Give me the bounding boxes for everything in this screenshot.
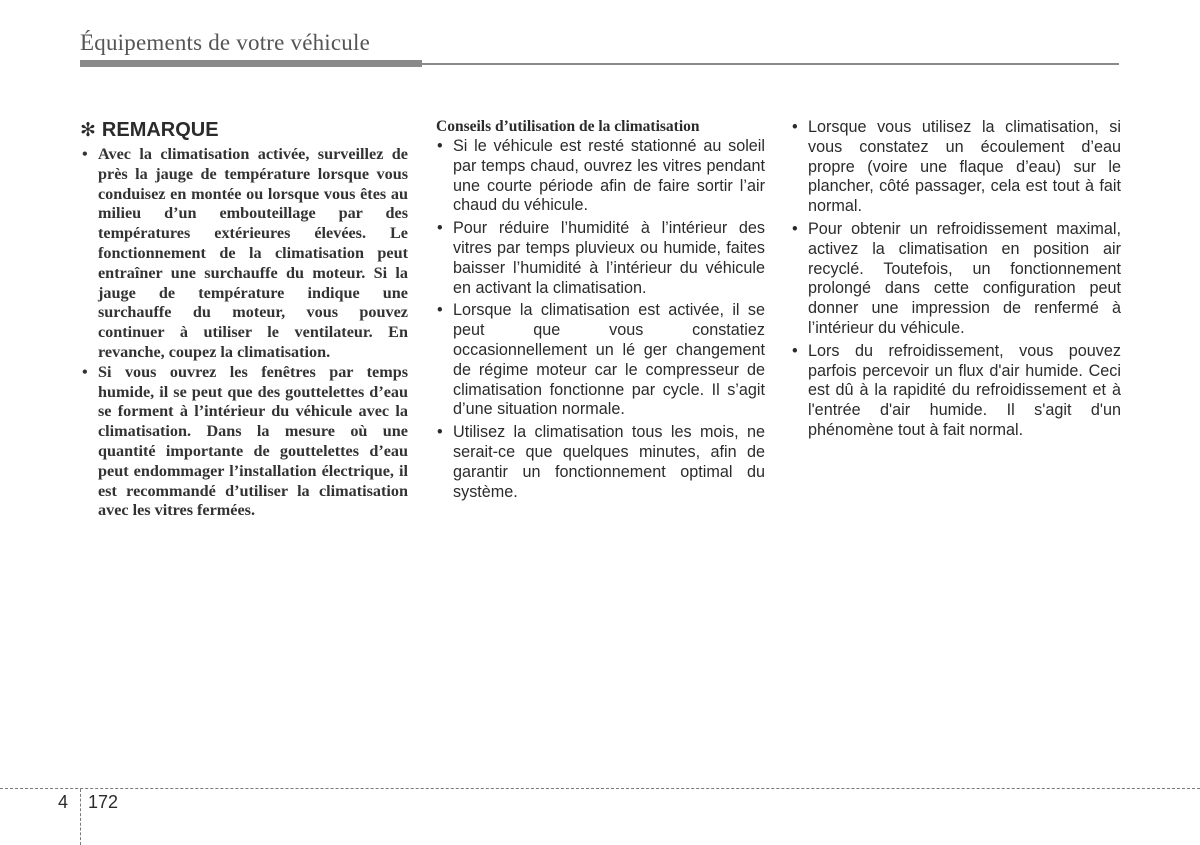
asterisk-icon: ✻ <box>80 119 96 141</box>
header-rule-thick <box>80 60 422 67</box>
remark-item: • Avec la climatisation activée, surveillez de près la jauge de température lorsque vous conduisez en montée ou lorsque vous êtes au milieu d’un embouteillage par des températures extérieures élevées. Le fonctionnement de la climatisation peut entraîner une surchauffe du moteur. Si la jauge de température indique une surchauffe du moteur, vous pouvez continuer à utiliser le ventilateur. En revanche, coupez la climatisation. <box>80 145 408 363</box>
tips-column <box>436 118 765 505</box>
tips-item: • Pour réduire l’humidité à l’intérieur des vitres par temps pluvieux ou humide, faites baisser l’humidité à l’intérieur du véhicule en activant la climatisation. <box>436 219 765 298</box>
remark-item: • Si vous ouvrez les fenêtres par temps humide, il se peut que des gouttelettes d’eau se forment à l’intérieur du véhicule avec la climatisation. Dans la mesure où une quantité importante de gouttelettes d’eau peut endommager l’installation électrique, il est recommandé d’utiliser la climatisation avec les vitres fermées. <box>80 363 408 521</box>
tips-item: • Si le véhicule est resté stationné au soleil par temps chaud, ouvrez les vitres pendant une courte période afin de faire sortir l’air chaud du véhicule. <box>436 137 765 216</box>
right-item: • Pour obtenir un refroidissement maximal, activez la climatisation en position air recyclé. Toutefois, un fonctionnement prolongé dans cette configuration peut donner une impression de renfermé à l’intérieur du véhicule. <box>791 220 1121 339</box>
remark-heading <box>80 118 408 142</box>
chapter-number: 4 <box>58 792 69 812</box>
remark-column <box>80 118 408 521</box>
page-number: 172 <box>88 792 119 812</box>
right-item: • Lorsque vous utilisez la climatisation, si vous constatez un écoulement d’eau propre (voire une flaque d’eau) sur le plancher, côté passager, cela est tout à fait normal. <box>791 118 1121 217</box>
right-list <box>791 118 1121 441</box>
tips-item: • Utilisez la climatisation tous les mois, ne serait-ce que quelques minutes, afin de garantir un fonctionnement optimal du système. <box>436 423 765 502</box>
footer-dashed-divider <box>80 789 81 845</box>
right-column <box>791 118 1121 444</box>
tips-list <box>436 137 765 502</box>
header-rule-thin <box>422 63 1119 65</box>
remark-list <box>80 145 408 521</box>
tips-item: • Lorsque la climatisation est activée, il se peut que vous constatiez occasionnellement un lé ger changement de régime moteur car le compresseur de climatisation fonctionne par cycle. Il s’agit d’une situation normale. <box>436 301 765 420</box>
page-header-title: Équipements de votre véhicule <box>80 30 371 55</box>
remark-heading-label: REMARQUE <box>101 118 219 141</box>
tips-heading: Conseils d’utilisation de la climatisation <box>436 118 700 135</box>
right-item: • Lors du refroidissement, vous pouvez parfois percevoir un flux d'air humide. Ceci est dû à la rapidité du refroidissement et à l'entrée d'air humide. Il s'agit d'un phénomène tout à fait normal. <box>791 342 1121 441</box>
footer-dashed-rule <box>0 788 1200 789</box>
